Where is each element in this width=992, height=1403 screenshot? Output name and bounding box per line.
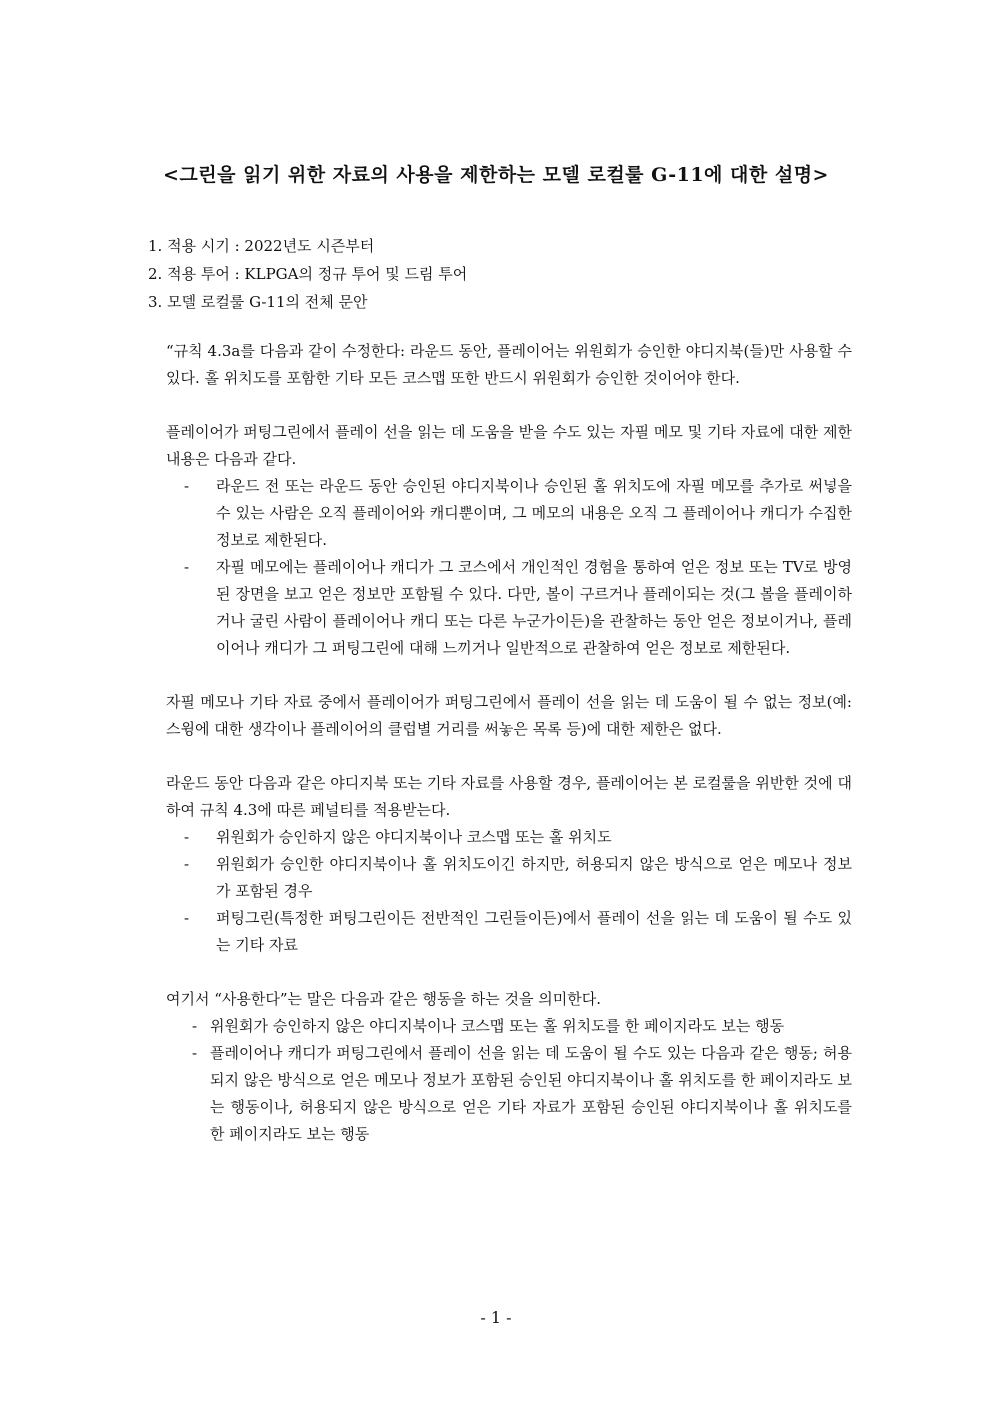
list-item-text: 위원회가 승인하지 않은 야디지북이나 코스맵 또는 홀 위치도 — [216, 828, 612, 846]
list-item-text: 위원회가 승인하지 않은 야디지북이나 코스맵 또는 홀 위치도를 한 페이지라도 보는 행동 — [210, 1017, 785, 1035]
paragraph-handwritten-notes-intro: 플레이어가 퍼팅그린에서 플레이 선을 읽는 데 도움을 받을 수도 있는 자필 메모 및 기타 자료에 대한 제한 내용은 다음과 같다. — [166, 423, 852, 468]
list-item-text: 위원회가 승인한 야디지북이나 홀 위치도이긴 하지만, 허용되지 않은 방식으로 얻은 메모나 정보가 포함된 경우 — [216, 855, 852, 900]
list-item — [184, 824, 852, 851]
list-item — [184, 905, 852, 959]
list-item — [184, 554, 852, 662]
dash-bullet: - — [192, 1017, 198, 1035]
list-item-text: 퍼팅그린(특정한 퍼팅그린이든 전반적인 그린들이든)에서 플레이 선을 읽는 데 도움이 될 수도 있는 기타 자료 — [216, 909, 852, 954]
list-item — [184, 851, 852, 905]
document-title: <그린을 읽기 위한 자료의 사용을 제한하는 모델 로컬룰 G-11에 대한 설명> — [163, 164, 829, 186]
dash-bullet: - — [192, 1044, 198, 1062]
meta-list — [148, 232, 868, 316]
paragraph-no-restriction: 자필 메모나 기타 자료 중에서 플레이어가 퍼팅그린에서 플레이 선을 읽는 데 도움이 될 수 없는 정보(예: 스윙에 대한 생각이나 플레이어의 클럽별 거리를 써놓은 목록 등)에 대한 제한은 없다. — [166, 693, 852, 738]
meta-item-tour: 2. 적용 투어 : KLPGA의 정규 투어 및 드림 투어 — [148, 265, 468, 283]
meta-item-period: 1. 적용 시기 : 2022년도 시즌부터 — [148, 237, 375, 255]
list-item — [192, 1040, 852, 1148]
penalty-list — [166, 824, 852, 959]
list-item — [184, 473, 852, 554]
dash-bullet: - — [184, 855, 190, 873]
list-item-text: 플레이어나 캐디가 퍼팅그린에서 플레이 선을 읽는 데 도움이 될 수도 있는 다음과 같은 행동; 허용되지 않은 방식으로 얻은 메모나 정보가 포함된 승인된 야디지북이나 홀 위치도를 한 페이지라도 보는 행동이나, 허용되지 않은 방식으로 얻은 기타 자료가 포함된 승인된 야디지북이나 홀 위치도를 한 페이지라도 보는 행동 — [210, 1044, 852, 1143]
paragraph-penalty-intro: 라운드 동안 다음과 같은 야디지북 또는 기타 자료를 사용할 경우, 플레이어는 본 로컬룰을 위반한 것에 대하여 규칙 4.3에 따른 페널티를 적용받는다. — [166, 774, 852, 819]
dash-bullet: - — [184, 477, 190, 495]
paragraph-use-definition: 여기서 “사용한다”는 말은 다음과 같은 행동을 하는 것을 의미한다. — [166, 990, 601, 1008]
use-definition-list — [166, 1013, 852, 1148]
page-number: - 1 - — [480, 1308, 512, 1327]
dash-bullet: - — [184, 828, 190, 846]
list-item-text: 자필 메모에는 플레이어나 캐디가 그 코스에서 개인적인 경험을 통하여 얻은 정보 또는 TV로 방영된 장면을 보고 얻은 정보만 포함될 수 있다. 다만, 볼이 구르거나 플레이되는 것(그 볼을 플레이하거나 굴린 사람이 플레이어나 캐디 또는 다른 누군가이든)을 관찰하는 동안 얻은 정보이거나, 플레이어나 캐디가 그 퍼팅그린에 대해 느끼거나 일반적으로 관찰하여 얻은 정보로 제한된다. — [216, 558, 852, 657]
handwritten-notes-list — [166, 473, 852, 662]
rule-body — [166, 338, 852, 1175]
list-item-text: 라운드 전 또는 라운드 동안 승인된 야디지북이나 승인된 홀 위치도에 자필 메모를 추가로 써넣을 수 있는 사람은 오직 플레이어와 캐디뿐이며, 그 메모의 내용은 오직 그 플레이어나 캐디가 수집한 정보로 제한된다. — [216, 477, 852, 549]
meta-item-fulltext: 3. 모델 로컬룰 G-11의 전체 문안 — [148, 293, 368, 311]
dash-bullet: - — [184, 558, 190, 576]
dash-bullet: - — [184, 909, 190, 927]
paragraph-rule-modification: “규칙 4.3a를 다음과 같이 수정한다: 라운드 동안, 플레이어는 위원회가 승인한 야디지북(들)만 사용할 수 있다. 홀 위치도를 포함한 기타 모든 코스맵 또한 반드시 위원회가 승인한 것이어야 한다. — [166, 342, 852, 387]
list-item — [192, 1013, 852, 1040]
